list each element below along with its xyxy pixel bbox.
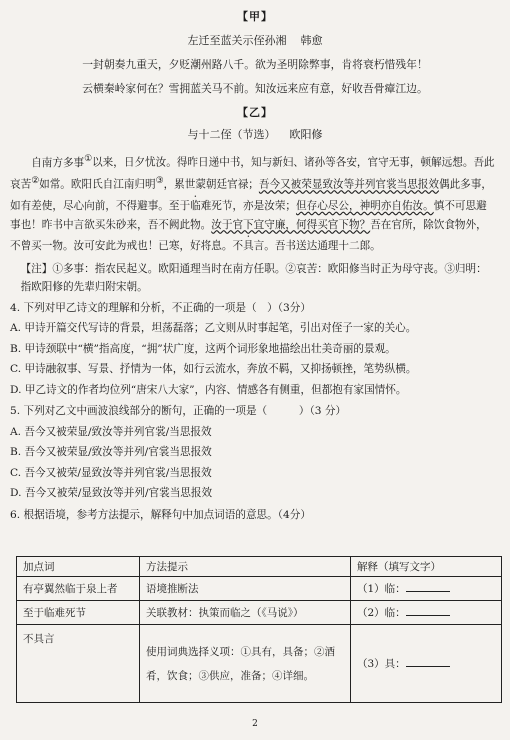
table-row (17, 625, 502, 703)
table-cell: 至于临难死节 (17, 601, 140, 625)
letter-text: 慎不可思避事也！昨书中言欲买朱砂来，吾不阙此物。 (10, 200, 487, 231)
note-mark: ② (31, 176, 40, 187)
letter-text: 吾在官所，除饮食物外，不曾买一物。汝可安此为戒也！已寒，好将息。不 (10, 218, 487, 253)
table-cell: 使用词典选择义项：①具有，具备；②酒肴，饮食；③供应，准备；④详细。 (140, 625, 351, 703)
letter-text: ，累世蒙朝廷官禄； (163, 178, 259, 191)
question-6-stem: 6. 根据语境，参考方法提示，解释句中加点词语的意思。（4分） (10, 508, 311, 521)
poem-title (0, 32, 510, 48)
answer-cell[interactable] (351, 601, 502, 625)
answer-blank[interactable] (406, 666, 450, 667)
question-5-stem: 5. 下列对乙文中画波浪线部分的断句，正确的一项是（ ）（3 分） (10, 405, 347, 418)
question-5-option-a: A. 吾今又被荣显/致汝等并列官裳/当思报效 (10, 425, 212, 438)
table-header: 加点词 (17, 557, 140, 577)
table-header: 方法提示 (140, 557, 351, 577)
footnote: 【注】①多事：指农民起义。欧阳通理当时在南方任职。②哀苦：欧阳修当时正为母守丧。③归明：指欧阳修的先辈归附宋朝。 (20, 262, 487, 293)
poem-title-text: 左迁至蓝关示侄孙湘 (187, 34, 287, 47)
poem-line-1: 一封朝奏九重天，夕贬潮州路八千。欲为圣明除弊事，肯将衰朽惜残年！ (82, 58, 428, 71)
question-5-option-c: C. 吾今又被荣/显致汝等并列官裳/当思报效 (10, 466, 212, 479)
question-5-option-b: B. 吾今又被荣显/致汝等并列/官裳当思报效 (10, 446, 212, 459)
answer-cell[interactable] (351, 577, 502, 601)
table-header: 解释（填写文字） (351, 557, 502, 577)
question-4-option-b: B. 甲诗颈联中“横”指高度，“拥”状广度，这两个词形象地描绘出壮美奇丽的景观。 (10, 342, 396, 355)
question-4-option-a: A. 甲诗开篇交代写诗的背景，坦荡磊落；乙文则从时事起笔，引出对侄子一家的关心。 (10, 322, 417, 335)
wavy-underlined-sentence: 吾今又被荣显致汝等并列官裳当思报效 (258, 178, 439, 191)
answer-blank[interactable] (406, 615, 450, 616)
table-cell: 不具言 (17, 625, 140, 703)
part-b-label: 【乙】 (237, 106, 273, 119)
underlined-sentence: 但存心尽公，神明亦自佑汝。 (296, 200, 434, 213)
answer-blank[interactable] (406, 591, 450, 592)
question-5-option-d: D. 吾今又被荣/显致汝等并列/官裳当思报效 (10, 487, 213, 500)
table-row (17, 601, 502, 625)
answer-prompt: （1）临： (357, 583, 406, 595)
dotted-word: 临 (190, 200, 201, 213)
letter-author: 欧阳修 (289, 128, 323, 141)
question-4-option-c: C. 甲诗融叙事、写景、抒情为一体，如行云流水，奔放不羁，又抑扬顿挫，笔势纵横。 (10, 363, 417, 376)
poem-author: 韩愈 (300, 34, 323, 47)
dotted-word: 具 (243, 240, 254, 253)
letter-title (0, 126, 510, 142)
answer-prompt: （2）临： (357, 607, 406, 619)
table-row (17, 577, 502, 601)
underlined-sentence: 汝于官下宜守廉，何得买官下物？ (211, 218, 371, 231)
part-a-label: 【甲】 (237, 10, 273, 23)
poem-line-2: 云横秦岭家何在？雪拥蓝关马不前。知汝远来应有意，好收吾骨瘴江边。 (82, 82, 428, 95)
letter-body (10, 150, 496, 256)
letter-text: 偶此多事，如有差使，尽心向前，不得避事。至于 (10, 178, 492, 213)
letter-text: 自南方多事 (31, 156, 85, 169)
letter-text: 以来，日夕忧汝。得昨日递中书，知与新妇、诸孙等各安，官守无事，顿解远想。吾此哀苦 (10, 156, 495, 191)
letter-text: 如常。欧阳氏自江南归明 (39, 178, 156, 191)
answer-prompt: （3）具： (357, 658, 406, 670)
table-cell: 语境推断法 (140, 577, 351, 601)
answer-table (16, 556, 502, 703)
letter-title-text: 与十二侄（节选） (187, 128, 276, 141)
note-mark: ③ (155, 176, 164, 187)
question-4-option-d: D. 甲乙诗文的作者均位列“唐宋八大家”，内容、情感各有侧重，但都抱有家国情怀。 (10, 383, 407, 396)
table-header-row (17, 557, 502, 577)
page-number: 2 (252, 719, 258, 729)
letter-text: 难死节，亦是汝荣； (200, 200, 297, 213)
answer-cell[interactable] (351, 625, 502, 703)
letter-text: 言。吾书送达通理十二郎。 (253, 240, 381, 253)
note-mark: ① (84, 154, 93, 164)
table-cell: 关联教材：执策而临之（《马说》） (140, 601, 351, 625)
table-cell: 有亭翼然临于泉上者 (17, 577, 140, 601)
question-4-stem: 4. 下列对甲乙诗文的理解和分析，不正确的一项是（ ）（3分） (10, 301, 311, 314)
